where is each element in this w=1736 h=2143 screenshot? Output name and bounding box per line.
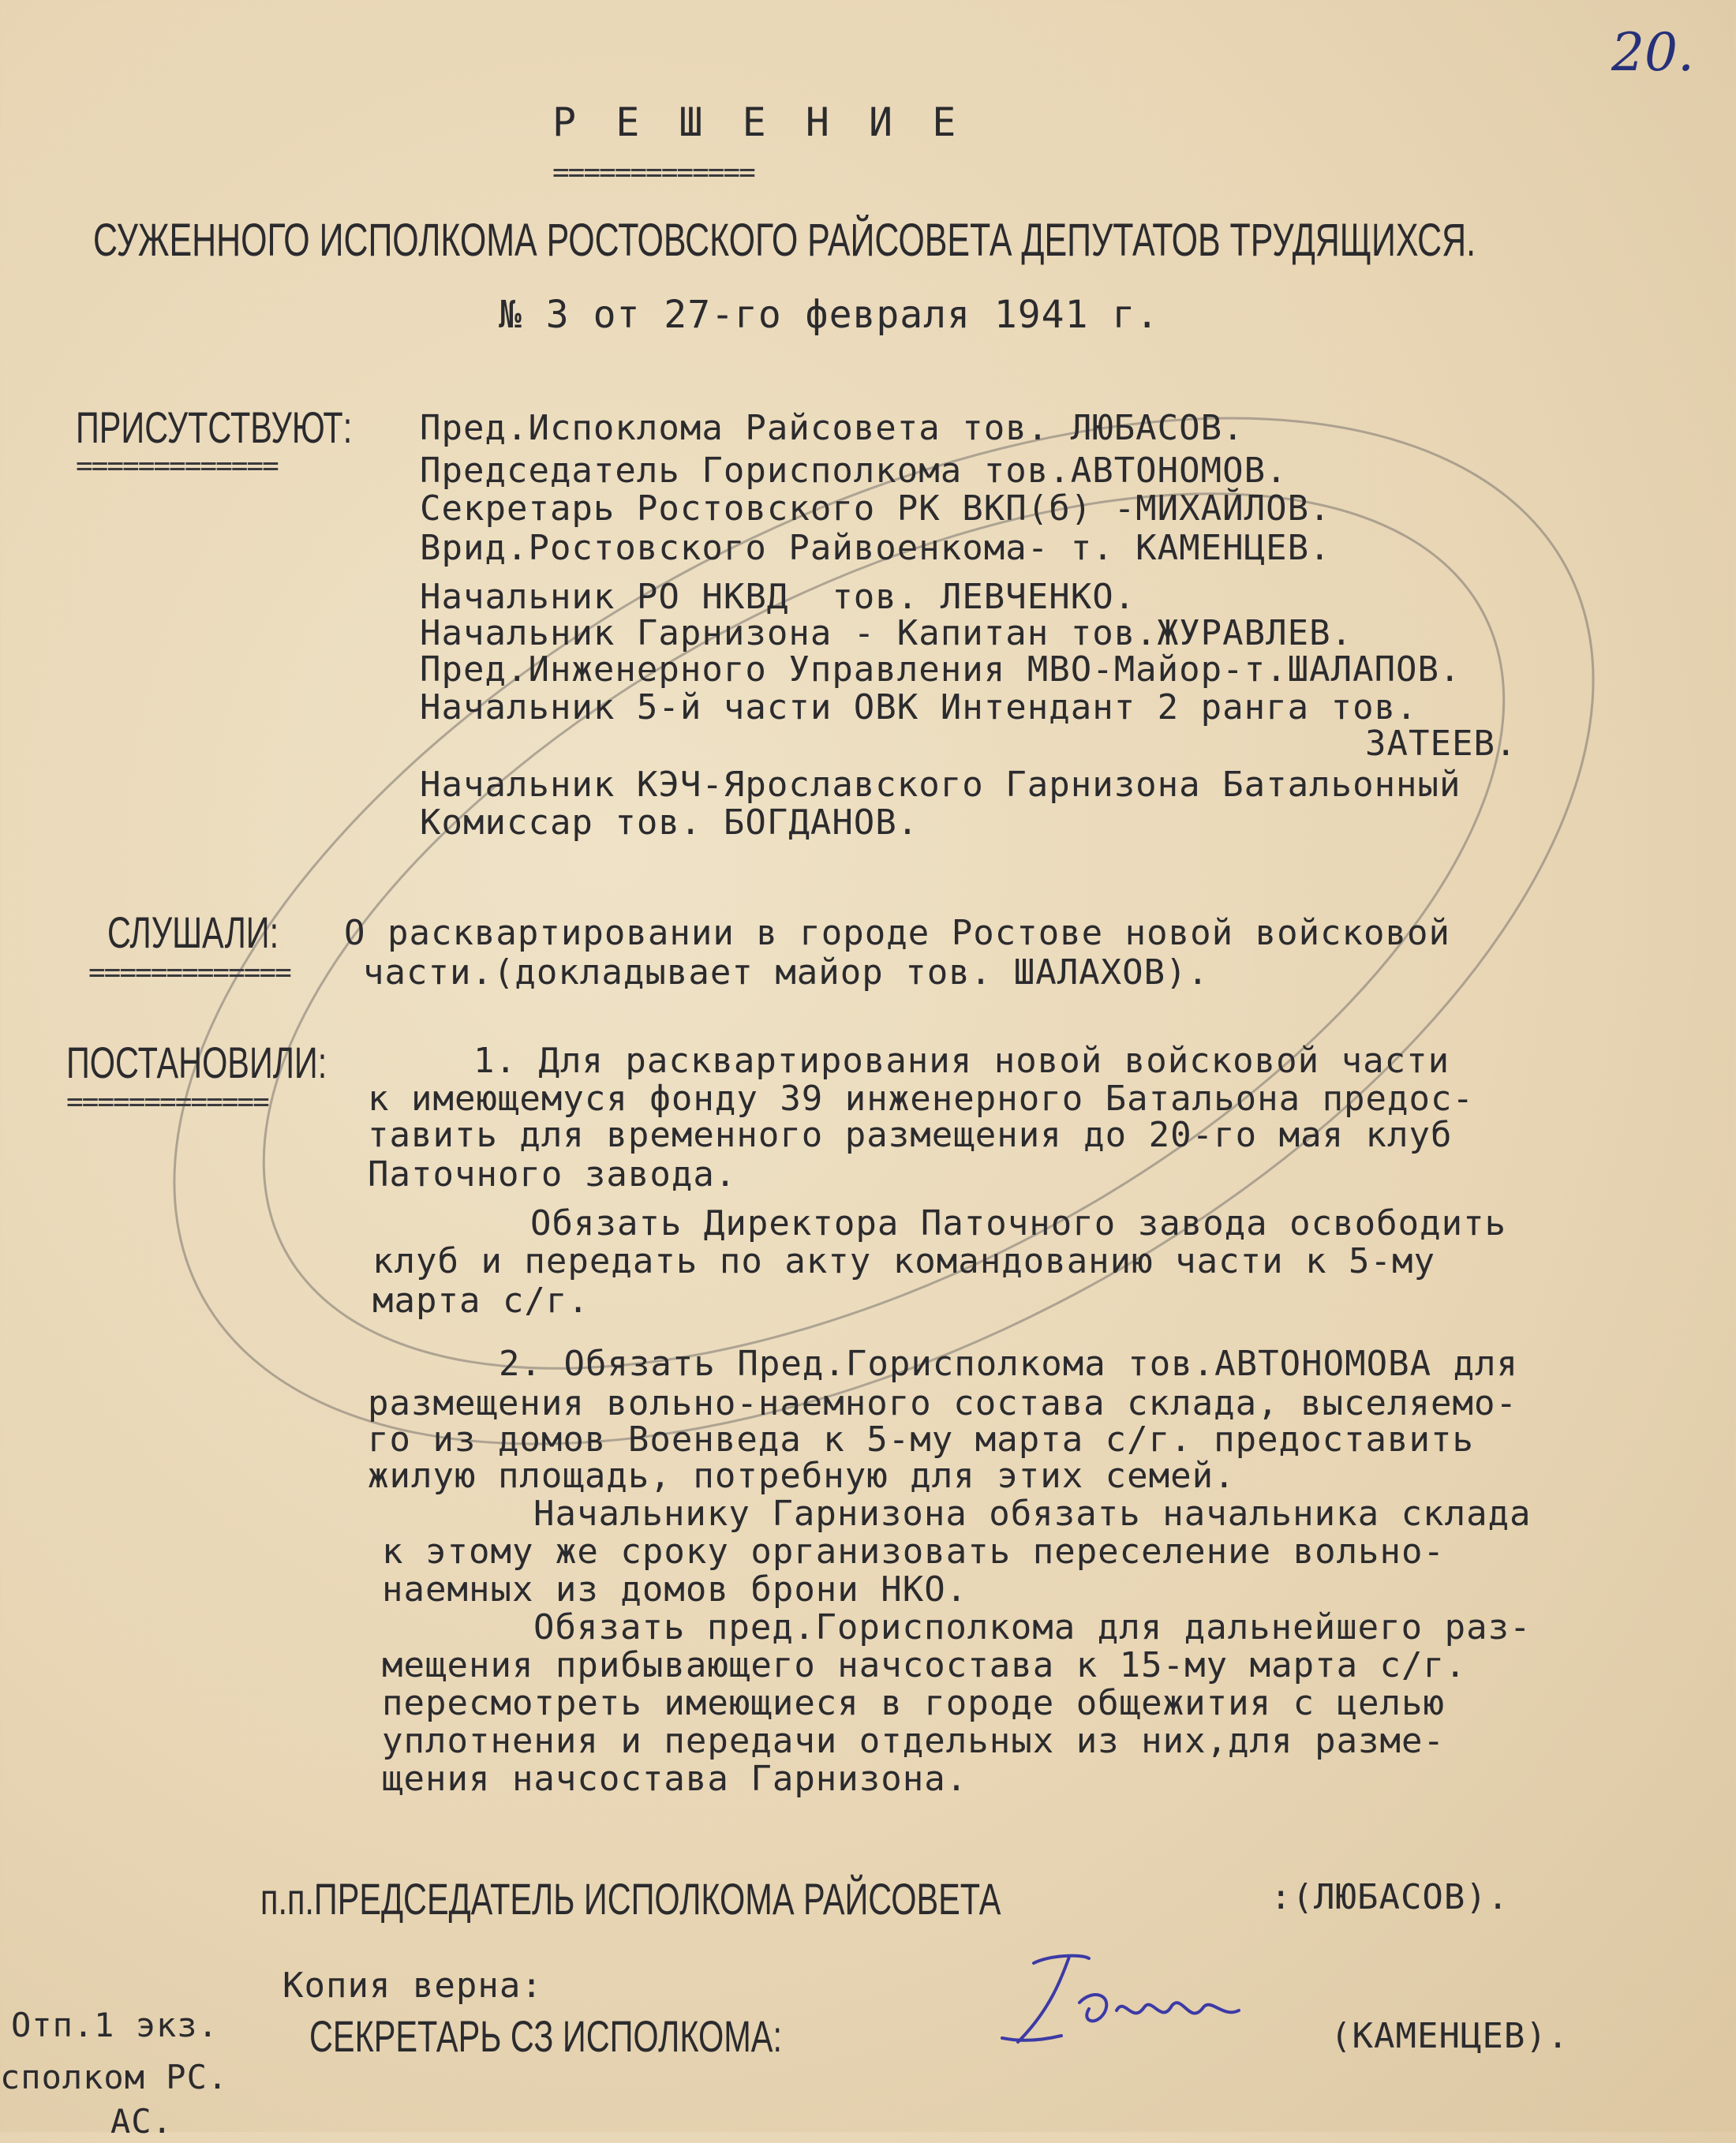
resolved-line: жилую площадь, потребную для этих семей. <box>368 1456 1236 1496</box>
document-title: Р Е Ш Е Н И Е <box>552 99 964 145</box>
chairman-name: :(ЛЮБАСОВ). <box>1270 1877 1510 1917</box>
resolved-line: размещения вольно-наемного состава склада, выселяемо- <box>368 1383 1517 1423</box>
resolved-line: к этому же сроку организовать переселение вольно- <box>382 1532 1446 1572</box>
distribution-line: сполком РС. <box>0 2058 229 2096</box>
present-line: Комиссар тов. БОГДАНОВ. <box>420 802 919 843</box>
resolved-line: Начальнику Гарнизона обязать начальника склада <box>533 1494 1532 1534</box>
resolved-line: марта с/г. <box>372 1281 589 1321</box>
resolved-line: 1. Для расквартирования новой войсковой части <box>473 1041 1450 1081</box>
resolved-line: клуб и передать по акту командованию части к 5-му <box>372 1241 1436 1281</box>
distribution-line: АС. <box>110 2102 173 2141</box>
present-underline: ============= <box>76 450 278 482</box>
resolved-line: наемных из домов брони НКО. <box>382 1569 968 1610</box>
present-line: Начальник 5-й части ОВК Интендант 2 ранга тов. <box>420 687 1418 727</box>
document-number: № 3 от 27-го февраля 1941 г. <box>499 293 1160 337</box>
resolved-line: Обязать Директора Паточного завода освободить <box>530 1203 1507 1244</box>
resolved-line: тавить для временного размещения до 20-го мая клуб <box>368 1115 1453 1155</box>
secretary-title: СЕКРЕТАРЬ СЗ ИСПОЛКОМА: <box>309 2011 782 2061</box>
present-line: Председатель Горисполкома тов.АВТОНОМОВ. <box>420 451 1288 491</box>
resolved-label: ПОСТАНОВИЛИ: <box>66 1038 327 1087</box>
present-line: ЗАТЕЕВ. <box>1365 724 1517 764</box>
present-label: ПРИСУТСТВУЮТ: <box>76 402 353 452</box>
present-line: Пред.Инженерного Управления МВО-Майор-т.ШАЛАПОВ. <box>420 649 1461 690</box>
present-line: Пред.Испоклома Райсовета тов. ЛЮБАСОВ. <box>420 408 1244 448</box>
present-line: Начальник РО НКВД тов. ЛЕВЧЕНКО. <box>420 577 1136 617</box>
page-number: 20. <box>1611 22 1694 83</box>
resolved-line: уплотнения и передачи отдельных из них,для разме- <box>382 1721 1446 1761</box>
handwritten-signature <box>986 1947 1270 2058</box>
present-line: Врид.Ростовского Райвоенкома- т. КАМЕНЦЕВ. <box>420 528 1331 568</box>
resolved-line: к имеющемуся фонду 39 инженерного Батальона предос- <box>368 1079 1475 1119</box>
resolved-line: Паточного завода. <box>368 1154 737 1195</box>
copy-true-label: Копия верна: <box>282 1965 543 2006</box>
resolved-line: Обязать пред.Горисполкома для дальнейшего раз- <box>533 1607 1532 1647</box>
resolved-line: 2. Обязать Пред.Горисполкома тов.АВТОНОМОВА для <box>499 1344 1519 1384</box>
present-line: Начальник Гарнизона - Капитан тов.ЖУРАВЛЕВ. <box>420 613 1353 653</box>
heard-line: О расквартировании в городе Ростове новой войсковой <box>344 913 1451 953</box>
resolved-line: пересмотреть имеющиеся в городе общежития с целью <box>382 1683 1446 1723</box>
resolved-line: щения начсостава Гарнизона. <box>382 1759 968 1799</box>
resolved-line: мещения прибывающего начсостава к 15-му марта с/г. <box>382 1645 1467 1685</box>
present-line: Начальник КЭЧ-Ярославского Гарнизона Батальонный <box>420 765 1461 805</box>
resolved-line: го из домов Военведа к 5-му марта с/г. предоставить <box>368 1419 1475 1460</box>
title-underline: ============= <box>552 156 754 189</box>
heard-label: СЛУШАЛИ: <box>107 907 279 957</box>
secretary-name: (КАМЕНЦЕВ). <box>1330 2016 1570 2056</box>
present-line: Секретарь Ростовского РК ВКП(б) -МИХАЙЛОВ. <box>420 488 1331 529</box>
heard-line: части.(докладывает майор тов. ШАЛАХОВ). <box>363 952 1210 993</box>
chairman-title: п.п.ПРЕДСЕДАТЕЛЬ ИСПОЛКОМА РАЙСОВЕТА <box>260 1874 1001 1924</box>
document-subtitle: СУЖЕННОГО ИСПОЛКОМА РОСТОВСКОГО РАЙСОВЕТА ДЕПУТАТОВ ТРУДЯЩИХСЯ. <box>93 215 1476 266</box>
heard-underline: ============= <box>88 956 290 989</box>
distribution-line: Отп.1 экз. <box>11 2006 219 2044</box>
resolved-underline: ============= <box>66 1086 268 1118</box>
